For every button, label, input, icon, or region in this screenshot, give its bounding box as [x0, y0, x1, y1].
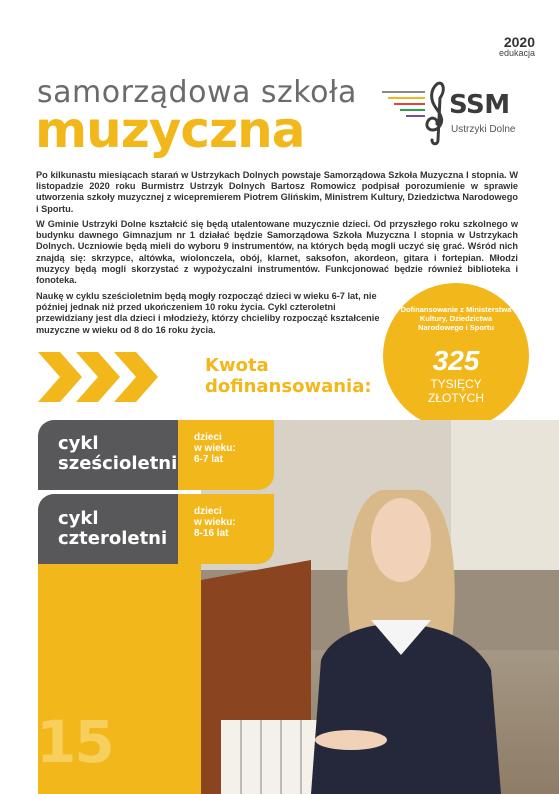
logo-abbreviation: SSM — [449, 90, 510, 120]
cycle-six-year-age-line-3: 6-7 lat — [194, 454, 223, 465]
funding-heading — [205, 355, 372, 397]
cycle-four-year-line-1: cykl — [58, 508, 99, 529]
year-label: 2020 — [503, 34, 535, 50]
cycle-six-year-age — [194, 432, 236, 465]
page-number: 15 — [36, 708, 113, 776]
paragraph-instruments: W Gminie Ustrzyki Dolne kształcić się będą utalentowane muzycznie dzieci. Od przyszłego roku szkolnego w budynku dawnego Gimnazjum nr 1 działać będzie Samorządowa Szkoła Muzyczna I stopnia w Ustrzykach Dolnych. Uczniowie będą mieli do wyboru 9 instrumentów, na których będą mogli uczyć się grać. Wśród nich znajdą się: skrzypce, altówka, wiolonczela, obój, klarnet, saksofon, akordeon, gitara i fortepian. Młodzi muzycy będą mogli skorzystać z wypożyczalni instrumentów. Funkcjonować będzie również biblioteka i fonoteka. — [36, 219, 518, 286]
chevrons-icon — [38, 352, 173, 402]
cycle-six-year-card — [38, 420, 180, 490]
cycle-six-year-age-card — [178, 420, 274, 490]
cycle-four-year-card — [38, 494, 180, 564]
funding-circle — [383, 283, 529, 429]
funding-unit — [383, 377, 529, 405]
cycle-four-year-line-2: czteroletni — [58, 528, 168, 549]
paragraph-cycles: Naukę w cyklu sześcioletnim będą mogły rozpocząć dzieci w wieku 6-7 lat, nie później jednak niż przed ukończeniem 10 roku życia. Cykl czteroletni przewidziany jest dla dzieci i młodzieży, którzy chcieliby rozpocząć kształcenie muzyczne w wieku od 8 do 16 roku życia. — [36, 291, 380, 335]
funding-unit-line-1: TYSIĘCY — [430, 377, 482, 391]
cycle-four-year-age-card — [178, 494, 274, 564]
logo-stripes — [382, 92, 425, 116]
funding-heading-line-2: dofinansowania: — [205, 376, 372, 397]
treble-clef-icon — [427, 83, 443, 144]
funding-source: Dofinansowanie z Ministerstwa Kultury, Dziedzictwa Narodowego i Sportu — [400, 305, 512, 332]
funding-unit-line-2: ZŁOTYCH — [427, 391, 484, 405]
cycle-six-year-line-1: cykl — [58, 433, 99, 454]
paragraph-intro: Po kilkunastu miesiącach starań w Ustrzykach Dolnych powstaje Samorządowa Szkoła Muzyczna I stopnia. W listopadzie 2020 roku Burmistrz Ustrzyk Dolnych Bartosz Romowicz podpisał porozumienie w sprawie utworzenia szkoły muzycznej z wicepremierem Piotrem Glińskim, Ministrem Kultury, Dziedzictwa Narodowego i Sportu. — [36, 170, 518, 214]
cycle-four-year-title — [58, 509, 167, 549]
cycle-six-year-title — [58, 434, 177, 474]
cycle-six-year-age-line-2: w wieku: — [194, 443, 236, 454]
logo-place: Ustrzyki Dolne — [451, 124, 516, 135]
edition-label: edukacja — [498, 48, 535, 58]
funding-heading-line-1: Kwota — [205, 355, 269, 376]
cycle-six-year-line-2: sześcioletni — [58, 453, 178, 474]
cycle-four-year-age-line-3: 8-16 lat — [194, 528, 229, 539]
cycle-four-year-age-line-2: w wieku: — [194, 517, 236, 528]
cycle-four-year-age — [194, 506, 236, 539]
funding-amount: 325 — [432, 345, 480, 376]
cycle-six-year-age-line-1: dzieci — [194, 432, 222, 443]
title-line-2: muzyczna — [35, 101, 305, 159]
title-line-1: samorządowa szkoła — [37, 75, 357, 110]
cycle-four-year-age-line-1: dzieci — [194, 506, 222, 517]
